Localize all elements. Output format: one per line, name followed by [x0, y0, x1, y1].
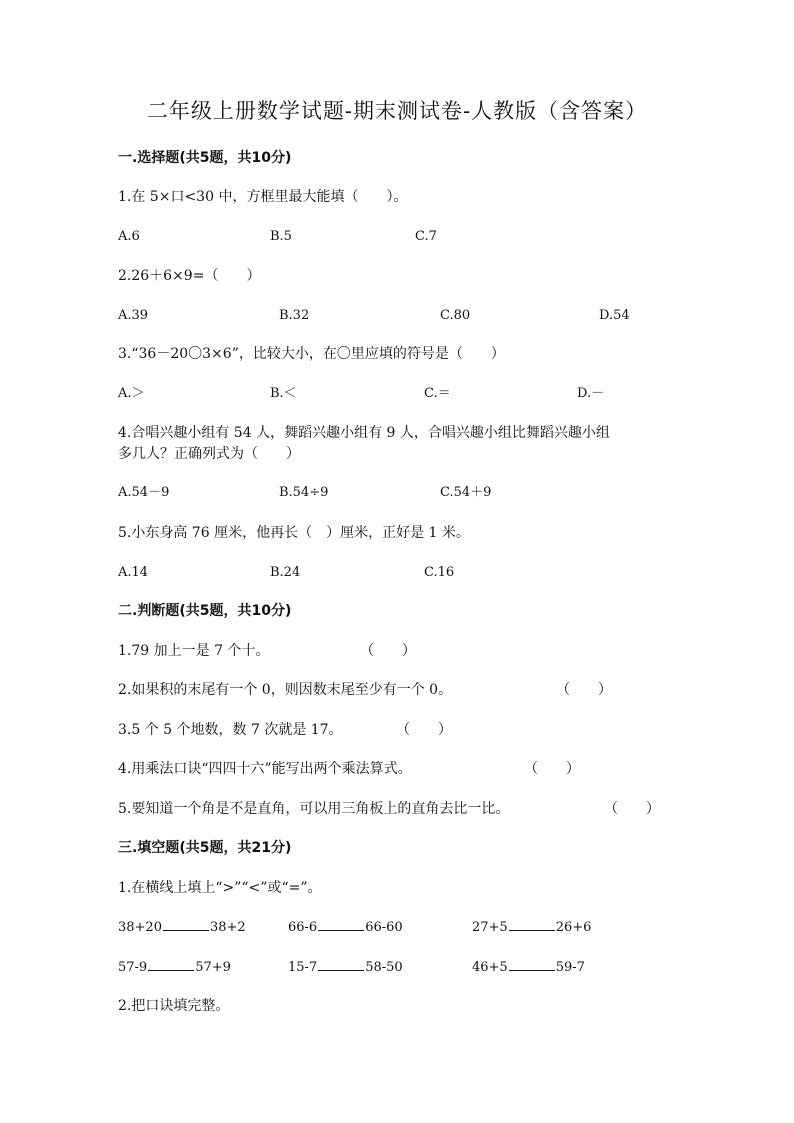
judgement-item-4: 4.用乘法口诀“四四十六”能写出两个乘法算式。: [118, 761, 412, 777]
choice-option: B.24: [270, 565, 301, 580]
compare-expression: 27+5 26+6: [472, 920, 592, 935]
choice-question-4-line2: 多几人？正确列式为（ ）: [118, 446, 300, 462]
choice-option: B.54÷9: [279, 485, 329, 500]
fill-question-2: 2.把口诀填完整。: [118, 998, 230, 1014]
judgement-item-5: 5.要知道一个角是不是直角，可以用三角板上的直角去比一比。: [118, 801, 510, 817]
answer-blank[interactable]: [509, 918, 555, 931]
choice-option: C.54＋9: [440, 485, 492, 500]
fill-question-1: 1.在横线上填上“>”“<”或“=”。: [118, 880, 322, 896]
choice-question-3: 3.“36－20〇3×6”，比较大小，在〇里应填的符号是（ ）: [118, 346, 505, 362]
answer-blank[interactable]: [148, 958, 194, 971]
choice-option: C.80: [440, 308, 471, 323]
choice-option: A.14: [118, 565, 149, 580]
section-heading-choice: 一.选择题(共5题，共10分): [118, 150, 292, 166]
judgement-item-1: 1.79 加上一是 7 个十。: [118, 643, 270, 659]
compare-expression: 66-6 66-60: [288, 920, 403, 935]
answer-bracket: （ ）: [524, 761, 580, 777]
choice-question-2: 2.26＋6×9=（ ）: [118, 268, 261, 284]
choice-option: A.54－9: [118, 485, 170, 500]
choice-question-4-line1: 4.合唱兴趣小组有 54 人，舞蹈兴趣小组有 9 人，合唱兴趣小组比舞蹈兴趣小组: [118, 425, 610, 441]
answer-bracket: （ ）: [396, 722, 452, 738]
choice-option: A.39: [118, 308, 149, 323]
judgement-item-2: 2.如果积的末尾有一个 0，则因数末尾至少有一个 0。: [118, 682, 453, 698]
judgement-item-3: 3.5 个 5 个地数，数 7 次就是 17。: [118, 722, 343, 738]
choice-question-5: 5.小东身高 76 厘米，他再长（ ）厘米，正好是 1 米。: [118, 525, 470, 541]
choice-option: A.＞: [118, 386, 145, 401]
answer-blank[interactable]: [318, 958, 364, 971]
choice-question-1: 1.在 5×口<30 中，方框里最大能填（ ）。: [118, 189, 408, 205]
choice-option: B.32: [279, 308, 310, 323]
choice-option: A.6: [118, 229, 140, 244]
choice-option: C.7: [415, 229, 437, 244]
choice-option: B.＜: [270, 386, 297, 401]
answer-bracket: （ ）: [556, 682, 612, 698]
section-heading-judgement: 二.判断题(共5题，共10分): [118, 603, 292, 619]
answer-bracket: （ ）: [360, 643, 416, 659]
answer-blank[interactable]: [509, 958, 555, 971]
choice-option: C.＝: [424, 386, 451, 401]
choice-option: C.16: [424, 565, 455, 580]
choice-option: D.－: [577, 386, 605, 401]
answer-bracket: （ ）: [604, 801, 660, 817]
choice-option: B.5: [270, 229, 292, 244]
compare-expression: 15-7 58-50: [288, 960, 403, 975]
answer-blank[interactable]: [318, 918, 364, 931]
compare-expression: 38+20 38+2: [118, 920, 246, 935]
answer-blank[interactable]: [163, 918, 209, 931]
section-heading-fill: 三.填空题(共5题，共21分): [118, 840, 292, 856]
compare-expression: 57-9 57+9: [118, 960, 231, 975]
choice-option: D.54: [599, 308, 630, 323]
page-title: 二年级上册数学试题-期末测试卷-人教版（含答案）: [146, 99, 648, 123]
compare-expression: 46+5 59-7: [472, 960, 585, 975]
